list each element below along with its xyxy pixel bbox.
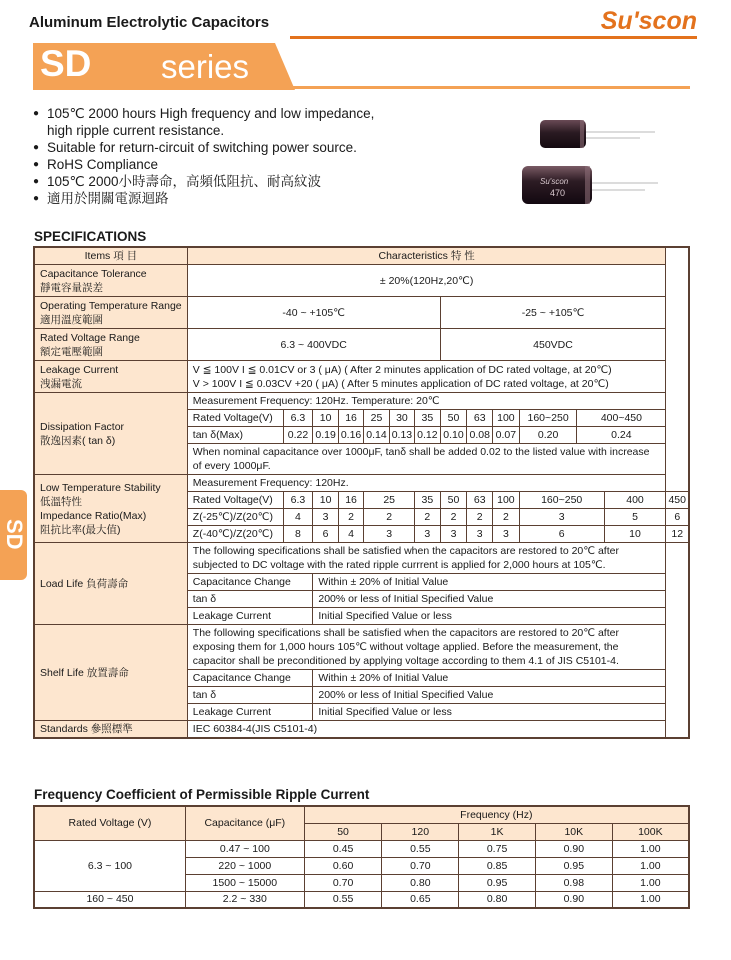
freq-row: [34, 891, 689, 908]
lt-voltage: 63: [467, 492, 492, 509]
coefficient: 0.65: [382, 891, 459, 908]
coefficient: 0.55: [304, 891, 382, 908]
coefficient: 0.55: [382, 840, 459, 857]
df-voltage: 400~450: [577, 410, 666, 427]
lt-z40-label: Z(-40℃)/Z(20℃): [187, 526, 283, 543]
df-voltage: 35: [415, 410, 440, 427]
spec-row-capacitance-tolerance: [34, 265, 689, 297]
coefficient: 0.45: [304, 840, 382, 857]
lt-z25-value: 3: [313, 509, 338, 526]
df-voltage: 16: [338, 410, 363, 427]
df-tan-value: 0.24: [577, 427, 666, 444]
df-voltage: 50: [440, 410, 467, 427]
df-tan-value: 0.16: [338, 427, 363, 444]
leakage-value: V ≦ 100V I ≦ 0.01CV or 3 ( μA) ( After 2 minutes application of DC rated voltage, at 20℃) V > 100V I ≦ 0.03CV +20 ( μA) ( After 5 minutes application of DC rated voltage, at 20℃): [187, 361, 666, 393]
coefficient: 0.90: [535, 891, 612, 908]
lt-voltage: 10: [313, 492, 338, 509]
frequency-value: 120: [382, 823, 459, 840]
load-life-value: Within ± 20% of Initial Value: [313, 574, 666, 591]
coefficient: 0.90: [535, 840, 612, 857]
shelf-life-value: Initial Specified Value or less: [313, 704, 666, 721]
series-code: SD: [40, 43, 92, 84]
standards-row: [34, 721, 689, 739]
series-label: series: [161, 48, 250, 85]
feature-list: [33, 105, 374, 207]
cap-tolerance-value: ± 20%(120Hz,20℃): [187, 265, 666, 297]
coefficient: 0.80: [382, 874, 459, 891]
voltage-group-1: 6.3 ~ 100: [34, 840, 185, 891]
op-temp-value-b: -25 ~ +105℃: [440, 297, 666, 329]
shelf-life-value: 200% or less of Initial Specified Value: [313, 687, 666, 704]
shelf-life-text: The following specifications shall be satisfied when the capacitors are restored to 20℃ after exposing them for 1,000 hours 105℃ without voltage applied. Before the measurement, the capacitor shall be preconditioned by applying voltage according to them 4.1 of JIS C5101-4.: [187, 625, 666, 670]
df-tan-label: tan δ(Max): [187, 427, 283, 444]
header-divider: [290, 36, 697, 39]
lt-z40-value: 3: [492, 526, 519, 543]
frequency-coefficient-title: Frequency Coefficient of Permissible Ripple Current: [34, 787, 370, 802]
freq-row: [34, 840, 689, 857]
col-characteristics-header: Characteristics 特 性: [187, 247, 666, 265]
spec-row-rated-voltage: [34, 329, 689, 361]
coefficient: 0.60: [304, 857, 382, 874]
capacitor-label-value: 470: [550, 188, 566, 198]
df-voltage: 160~250: [519, 410, 576, 427]
feature-item: ● Suitable for return-circuit of switching power source.: [33, 139, 374, 156]
feature-item: ● RoHS Compliance: [33, 156, 374, 173]
col-items-header: Items 項 目: [34, 247, 187, 265]
document-title: Aluminum Electrolytic Capacitors: [29, 14, 270, 31]
df-tan-value: 0.20: [519, 427, 576, 444]
capacitor-label-brand: Su'scon: [540, 177, 569, 186]
feature-item-continuation: high ripple current resistance.: [47, 123, 225, 138]
coefficient: 1.00: [612, 840, 689, 857]
spec-header-row: [34, 247, 689, 265]
df-tan-value: 0.22: [283, 427, 313, 444]
capacitance-range: 0.47 ~ 100: [185, 840, 304, 857]
lt-z40-value: 3: [440, 526, 467, 543]
leakage-label: Leakage Current 洩漏電流: [34, 361, 187, 393]
lt-z40-value: 4: [338, 526, 363, 543]
lt-voltage: 6.3: [283, 492, 313, 509]
low-temp-label: Low Temperature Stability 低溫特性 Impedance Ratio(Max) 阻抗比率(最大值): [34, 475, 187, 543]
capacitance-header: Capacitance (μF): [185, 806, 304, 840]
df-rated-voltage-label: Rated Voltage(V): [187, 410, 283, 427]
lt-z40-value: 3: [415, 526, 440, 543]
df-voltage: 30: [389, 410, 414, 427]
shelf-life-label: Shelf Life 放置壽命: [34, 625, 187, 721]
lt-z25-value: 3: [519, 509, 604, 526]
coefficient: 0.98: [535, 874, 612, 891]
standards-label: Standards 參照標準: [34, 721, 187, 739]
df-note: When nominal capacitance over 1000μF, tanδ shall be added 0.02 to the listed value with increase of every 1000μF.: [187, 444, 666, 475]
rated-voltage-label: Rated Voltage Range 額定電壓範圍: [34, 329, 187, 361]
frequency-header: Frequency (Hz): [304, 806, 689, 823]
rated-voltage-value-a: 6.3 ~ 400VDC: [187, 329, 440, 361]
load-life-text: The following specifications shall be satisfied when the capacitors are restored to 20℃ after subjected to DC voltage with the rated ripple currrent is applied for 2,000 hours at 105℃.: [187, 543, 666, 574]
coefficient: 0.95: [459, 874, 536, 891]
shelf-life-value: Within ± 20% of Initial Value: [313, 670, 666, 687]
lt-z25-value: 5: [604, 509, 666, 526]
specifications-table: [33, 246, 690, 739]
dissipation-factor-label: Dissipation Factor 散逸因素( tan δ): [34, 393, 187, 475]
lt-z40-value: 12: [666, 526, 689, 543]
rated-voltage-value-b: 450VDC: [440, 329, 666, 361]
df-voltage: 25: [364, 410, 389, 427]
load-life-text-row: [34, 543, 689, 574]
lt-voltage: 400: [604, 492, 666, 509]
shelf-life-key: Capacitance Change: [187, 670, 313, 687]
capacitance-range: 1500 ~ 15000: [185, 874, 304, 891]
coefficient: 0.95: [535, 857, 612, 874]
load-life-value: Initial Specified Value or less: [313, 608, 666, 625]
lt-z25-value: 2: [492, 509, 519, 526]
frequency-value: 50: [304, 823, 382, 840]
df-voltage: 6.3: [283, 410, 313, 427]
lt-voltage: 25: [364, 492, 415, 509]
rated-voltage-header: Rated Voltage (V): [34, 806, 185, 840]
shelf-life-text-row: [34, 625, 689, 670]
lt-z25-value: 4: [283, 509, 313, 526]
lt-voltage: 50: [440, 492, 467, 509]
coefficient: 1.00: [612, 857, 689, 874]
lt-z25-value: 2: [415, 509, 440, 526]
coefficient: 0.75: [459, 840, 536, 857]
op-temp-value-a: -40 ~ +105℃: [187, 297, 440, 329]
feature-item: ● 105℃ 2000小時壽命，高頻低阻抗、耐高紋波: [33, 173, 374, 190]
brand-logo: Su'scon: [600, 7, 697, 35]
df-voltage: 10: [313, 410, 338, 427]
df-tan-value: 0.08: [467, 427, 492, 444]
coefficient: 0.80: [459, 891, 536, 908]
lt-voltage: 160~250: [519, 492, 604, 509]
lt-z25-label: Z(-25℃)/Z(20℃): [187, 509, 283, 526]
df-tan-value: 0.14: [364, 427, 389, 444]
coefficient: 1.00: [612, 891, 689, 908]
lt-voltage: 450: [666, 492, 689, 509]
banner-divider: [290, 86, 690, 89]
specifications-title: SPECIFICATIONS: [34, 229, 147, 244]
op-temp-label: Operating Temperature Range 適用溫度範圍: [34, 297, 187, 329]
coefficient: 0.70: [304, 874, 382, 891]
spec-row-operating-temp: [34, 297, 689, 329]
feature-item: ● 適用於開關電源迴路: [33, 190, 374, 207]
capacitance-range: 220 ~ 1000: [185, 857, 304, 874]
load-life-key: Leakage Current: [187, 608, 313, 625]
lt-z40-value: 3: [467, 526, 492, 543]
lt-voltage: 16: [338, 492, 363, 509]
lt-z25-value: 2: [364, 509, 415, 526]
standards-value: IEC 60384-4(JIS C5101-4): [187, 721, 666, 739]
df-tan-value: 0.07: [492, 427, 519, 444]
frequency-value: 1K: [459, 823, 536, 840]
frequency-coefficient-table: [33, 805, 690, 909]
frequency-value: 100K: [612, 823, 689, 840]
frequency-value: 10K: [535, 823, 612, 840]
load-life-label: Load Life 負荷壽命: [34, 543, 187, 625]
coefficient: 0.70: [382, 857, 459, 874]
capacitor-product-image: [520, 108, 660, 208]
df-tan-value: 0.13: [389, 427, 414, 444]
coefficient: 1.00: [612, 874, 689, 891]
lt-z25-value: 2: [338, 509, 363, 526]
df-voltage: 100: [492, 410, 519, 427]
load-life-key: tan δ: [187, 591, 313, 608]
lt-measure-row: [34, 475, 689, 492]
df-tan-value: 0.10: [440, 427, 467, 444]
lt-z40-value: 3: [364, 526, 415, 543]
lt-z40-value: 6: [313, 526, 338, 543]
cap-tolerance-label: Capacitance Tolerance 靜電容量誤差: [34, 265, 187, 297]
freq-header-row-1: [34, 806, 689, 823]
shelf-life-key: Leakage Current: [187, 704, 313, 721]
load-life-value: 200% or less of Initial Specified Value: [313, 591, 666, 608]
df-voltage: 63: [467, 410, 492, 427]
lt-measurement: Measurement Frequency: 120Hz.: [187, 475, 666, 492]
lt-z40-value: 8: [283, 526, 313, 543]
feature-item: ● 105℃ 2000 hours High frequency and low impedance,: [33, 105, 374, 122]
lt-rated-voltage-label: Rated Voltage(V): [187, 492, 283, 509]
df-measurement: Measurement Frequency: 120Hz. Temperature: 20℃: [187, 393, 666, 410]
lt-z25-value: 6: [666, 509, 689, 526]
capacitance-range: 2.2 ~ 330: [185, 891, 304, 908]
lt-voltage: 35: [415, 492, 440, 509]
lt-voltage: 100: [492, 492, 519, 509]
lt-z40-value: 6: [519, 526, 604, 543]
df-measure-row: [34, 393, 689, 410]
side-series-tab: SD: [0, 490, 27, 580]
lt-z25-value: 2: [440, 509, 467, 526]
lt-z25-value: 2: [467, 509, 492, 526]
df-tan-value: 0.19: [313, 427, 338, 444]
voltage-group-2: 160 ~ 450: [34, 891, 185, 908]
load-life-key: Capacitance Change: [187, 574, 313, 591]
spec-row-leakage: [34, 361, 689, 393]
shelf-life-key: tan δ: [187, 687, 313, 704]
lt-z40-value: 10: [604, 526, 666, 543]
df-tan-value: 0.12: [415, 427, 440, 444]
coefficient: 0.85: [459, 857, 536, 874]
